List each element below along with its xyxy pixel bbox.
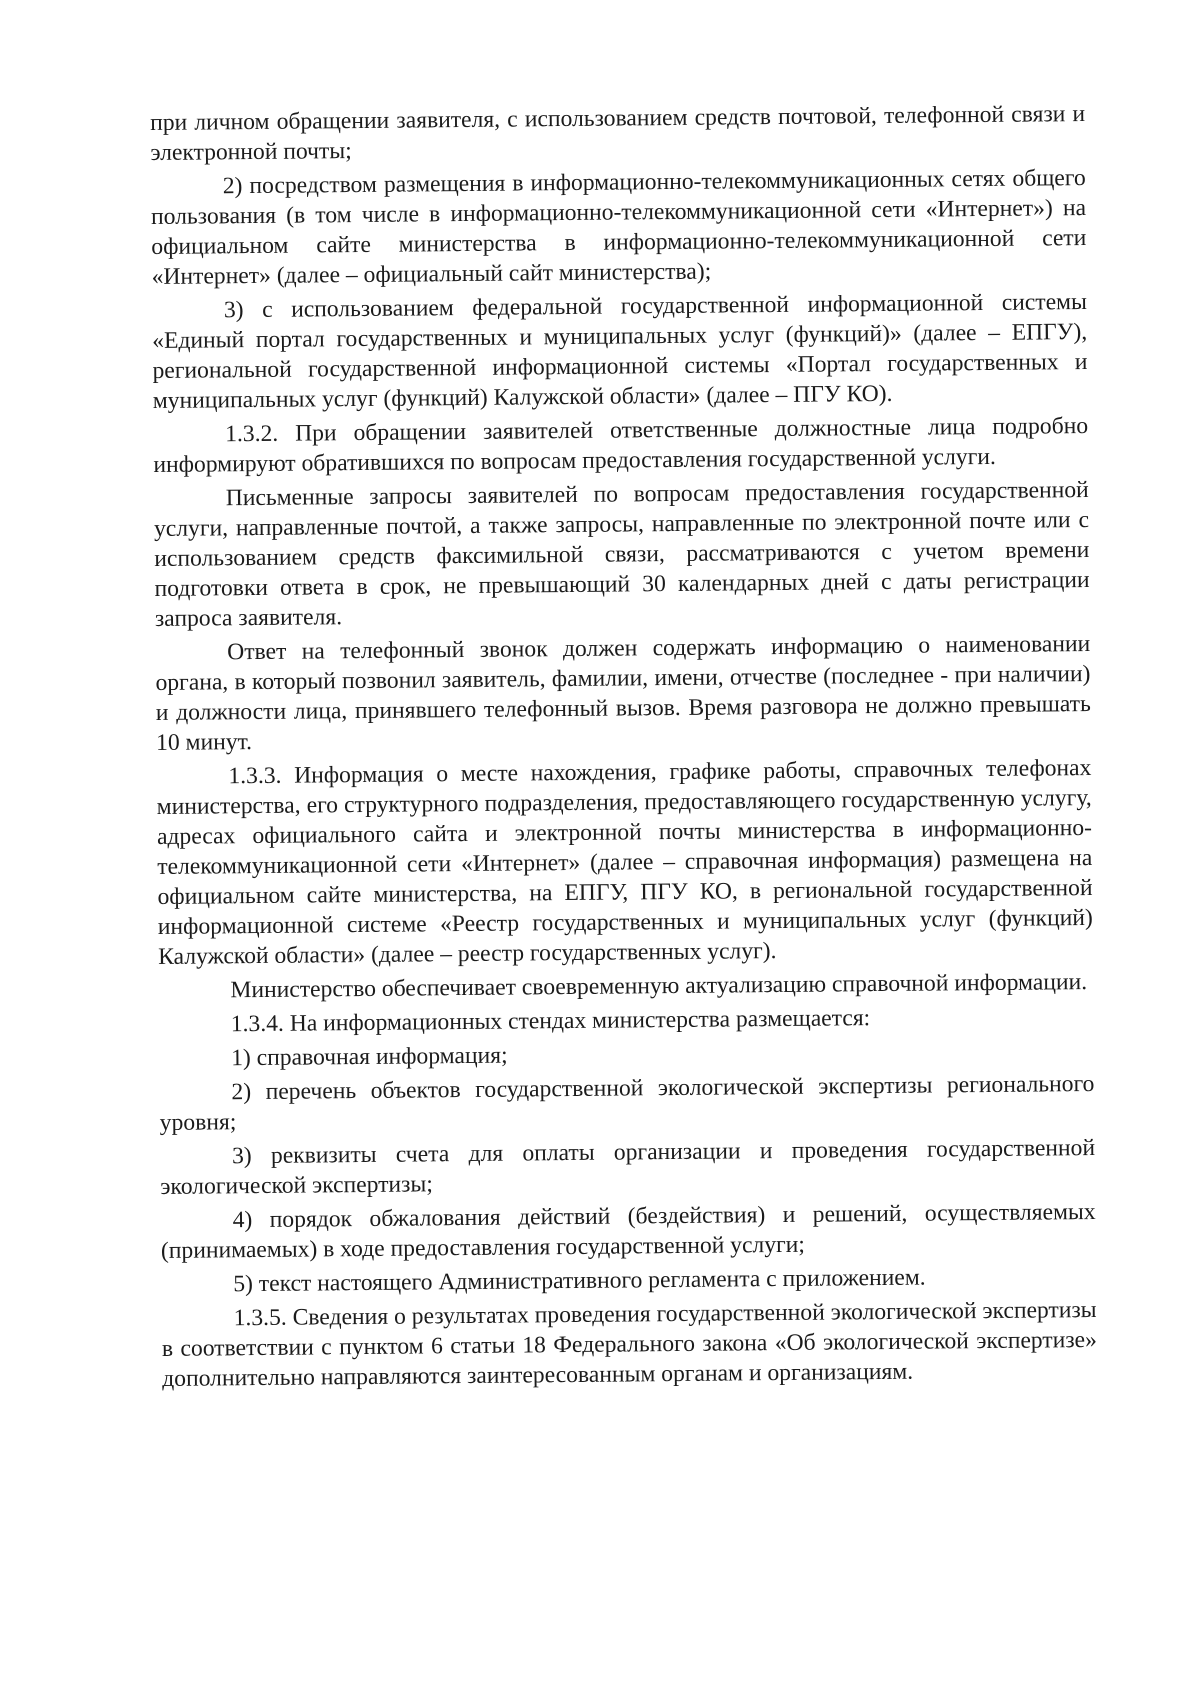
paragraph-14: 5) текст настоящего Административного регламента с приложением.	[233, 1264, 926, 1298]
document-page	[150, 99, 1097, 1398]
paragraph-1: при личном обращении заявителя, с использованием средств почтовой, телефонной связи и электронной почты;	[150, 101, 1086, 166]
paragraph-13: 4) порядок обжалования действий (бездействия) и решений, осуществляемых (принимаемых) в ходе предоставления государственной услуги;	[160, 1198, 1096, 1264]
paragraph-3: 3) с использованием федеральной государственной информационной системы «Единый портал государственных и муниципальных услуг (функций)» (далее – ЕПГУ), региональной государственной информационной системы «Портал государственных и муниципальных услуг (функций) Калужской области» (далее – ПГУ КО).	[152, 289, 1088, 414]
paragraph-7: 1.3.3. Информация о месте нахождения, графике работы, справочных телефонах министерства, его структурного подразделения, предоставляющего государственную услугу, адресах официального сайта и электронной почты министерства в информационно-телекоммуникационной сети «Интернет» (далее – справочная информация) размещена на официальном сайте министерства, на ЕПГУ, ПГУ КО, в региональной государственной информационной системе «Реестр государственных и муниципальных услуг (функций) Калужской области» (далее – реестр государственных услуг).	[156, 754, 1093, 970]
paragraph-15: 1.3.5. Сведения о результатах проведения государственной экологической экспертизы в соответствии с пунктом 6 статьи 18 Федерального закона «Об экологической экспертизе» дополнительно направляются заинтересованным органам и организациям.	[161, 1296, 1097, 1392]
paragraph-4: 1.3.2. При обращении заявителей ответственные должностные лица подробно информируют обратившихся по вопросам предоставления государственной услуги.	[153, 413, 1089, 478]
paragraph-12: 3) реквизиты счета для оплаты организации и проведения государственной экологической экспертизы;	[160, 1134, 1096, 1200]
paragraph-5: Письменные запросы заявителей по вопросам предоставления государственной услуги, направленные почтой, а также запросы, направленные по электронной почте или с использованием средств факсимильной связи, рассматриваются с учетом времени подготовки ответа в срок, не превышающий 30 календарных дней с даты регистрации запроса заявителя.	[153, 477, 1090, 632]
paragraph-2: 2) посредством размещения в информационно-телекоммуникационных сетях общего пользования (в том числе в информационно-телекоммуникационной сети «Интернет») на официальном сайте министерства в информационно-телекоммуникационной сети «Интернет» (далее – официальный сайт министерства);	[150, 165, 1087, 290]
paragraph-8: Министерство обеспечивает своевременную актуализацию справочной информации.	[230, 969, 1088, 1004]
paragraph-6: Ответ на телефонный звонок должен содержать информацию о наименовании органа, в который позвонил заявитель, фамилии, имени, отчестве (последнее - при наличии) и должности лица, принявшего телефонный вызов. Время разговора не должно превышать 10 минут.	[155, 631, 1091, 756]
paragraph-11: 2) перечень объектов государственной экологической экспертизы регионального уровня;	[159, 1070, 1095, 1136]
paragraph-10: 1) справочная информация;	[231, 1042, 508, 1072]
paragraph-9: 1.3.4. На информационных стендах министерства размещается:	[230, 1005, 871, 1038]
